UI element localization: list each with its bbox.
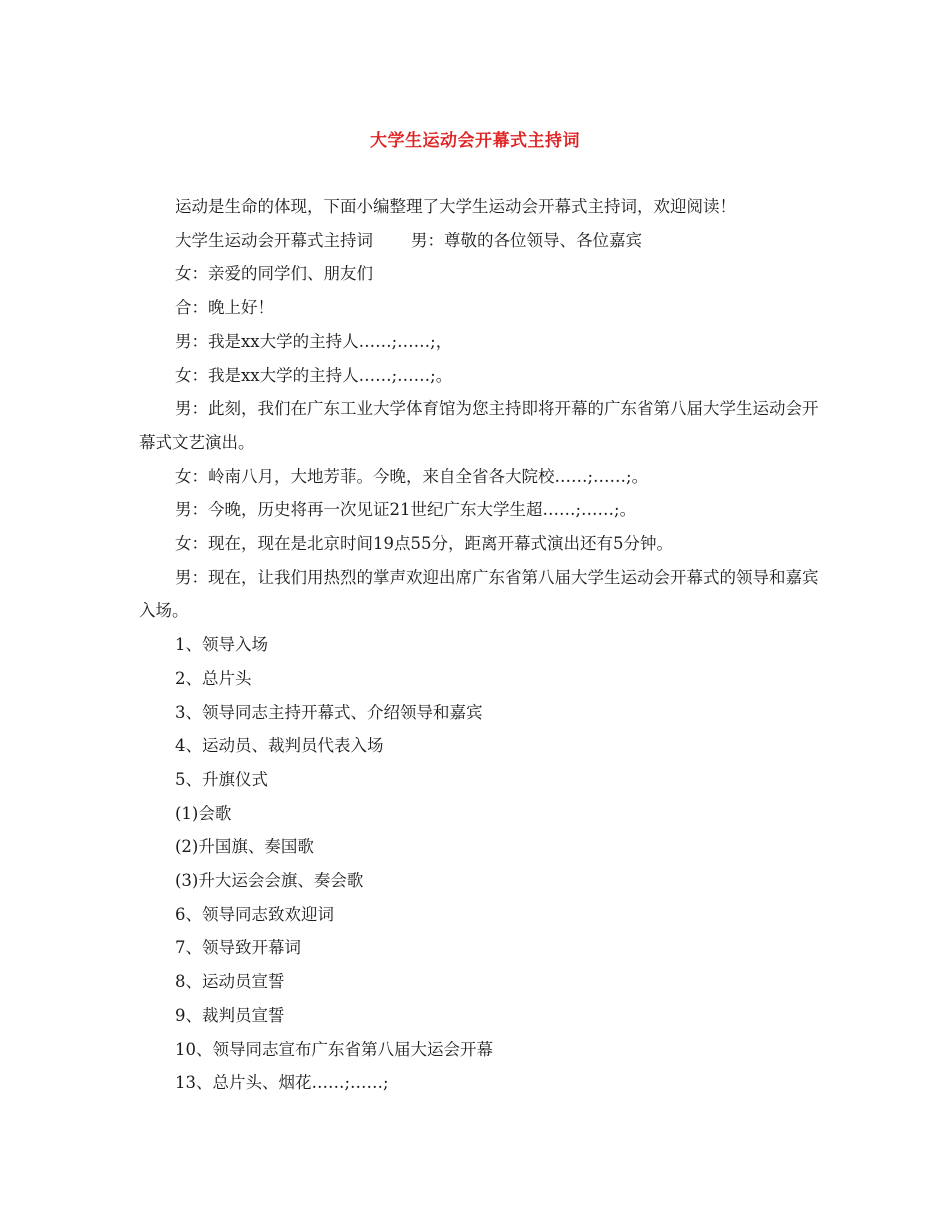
list-item: (3)升大运会会旗、奏会歌 — [175, 871, 364, 891]
paragraph: 女：我是xx大学的主持人……;……;。 — [175, 365, 453, 385]
paragraph — [139, 224, 819, 258]
list-item: 9、裁判员宣誓 — [175, 1005, 285, 1025]
paragraph: 男：我是xx大学的主持人……;……;， — [175, 331, 453, 351]
paragraph: 男：现在，让我们用热烈的掌声欢迎出席广东省第八届大学生运动会开幕式的领导和嘉宾入场。 — [139, 567, 819, 621]
document-title: 大学生运动会开幕式主持词 — [370, 131, 580, 151]
list-item: 3、领导同志主持开幕式、介绍领导和嘉宾 — [175, 702, 483, 722]
list-item: (2)升国旗、奏国歌 — [175, 837, 314, 857]
paragraph-left: 大学生运动会开幕式主持词 — [175, 230, 373, 250]
list-item: 6、领导同志致欢迎词 — [175, 904, 334, 924]
list-item: 13、总片头、烟花……;……; — [175, 1073, 389, 1093]
paragraph: 女：亲爱的同学们、朋友们 — [175, 264, 373, 284]
list-item: 5、升旗仪式 — [175, 769, 268, 789]
paragraph: 男：此刻，我们在广东工业大学体育馆为您主持即将开幕的广东省第八届大学生运动会开幕式文艺演出。 — [139, 399, 819, 452]
list-item: 4、运动员、裁判员代表入场 — [175, 736, 384, 756]
list-item: 10、领导同志宣布广东省第八届大运会开幕 — [175, 1039, 493, 1059]
list-item: (1)会歌 — [175, 803, 232, 823]
paragraph-right: 男：尊敬的各位领导、各位嘉宾 — [411, 230, 642, 250]
list-item: 8、运动员宣誓 — [175, 972, 285, 992]
list-item: 1、领导入场 — [175, 635, 268, 655]
paragraph: 合：晚上好！ — [175, 298, 274, 318]
list-item: 2、总片头 — [175, 668, 252, 688]
paragraph: 男：今晚，历史将再一次见证21世纪广东大学生超……;……;。 — [175, 500, 637, 520]
paragraph: 女：现在，现在是北京时间19点55分，距离开幕式演出还有5分钟。 — [175, 534, 673, 554]
paragraph: 女：岭南八月，大地芳菲。今晚，来自全省各大院校……;……;。 — [175, 466, 649, 486]
document-body — [139, 190, 819, 1100]
list-item: 7、领导致开幕词 — [175, 938, 301, 958]
paragraph: 运动是生命的体现，下面小编整理了大学生运动会开幕式主持词，欢迎阅读！ — [175, 197, 736, 216]
